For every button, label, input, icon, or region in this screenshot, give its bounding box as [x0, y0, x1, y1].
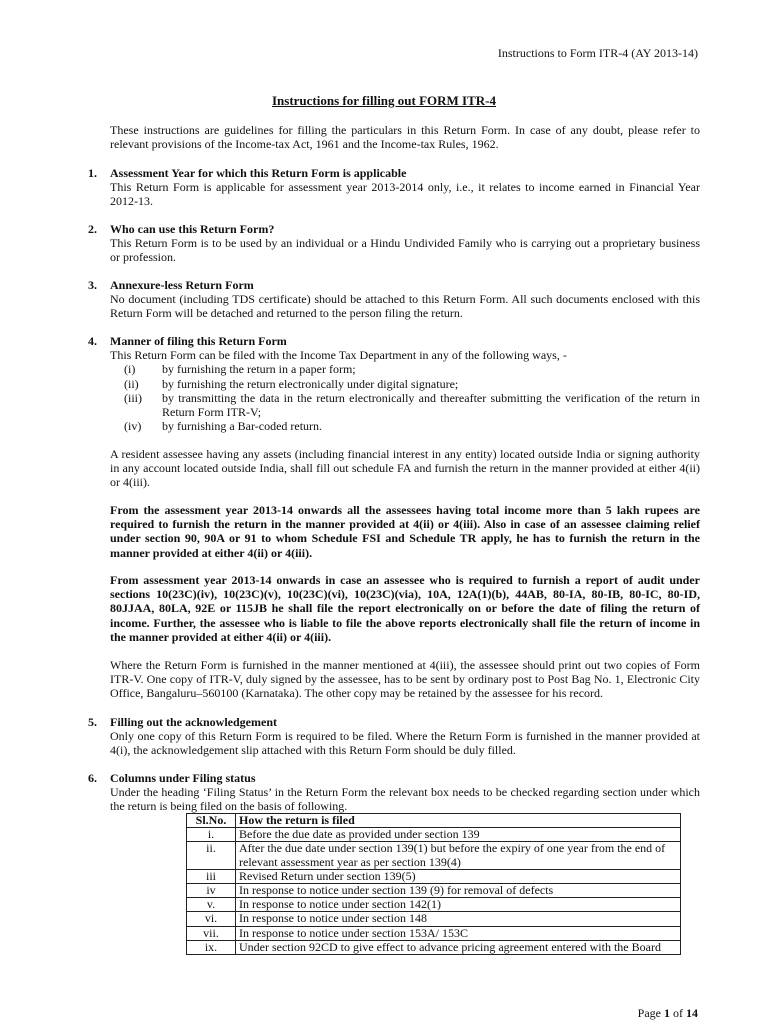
table-header-row — [187, 814, 681, 828]
list-item: (iv) by furnishing a Bar-coded return. — [124, 419, 323, 434]
intro-paragraph: These instructions are guidelines for filling the particulars in this Return Form. In case of any doubt, please refer to relevant provisions of the Income-tax Act, 1961 and the Income-tax Rules, 1962. — [110, 123, 700, 152]
section-4-paragraph-4: Where the Return Form is furnished in the manner mentioned at 4(iii), the assessee should print out two copies of Form ITR-V. One copy of ITR-V, duly signed by the assessee, has to be sent by ordinary post to Post Bag No. 1, Electronic City Office, Bangaluru–560100 (Karnataka). The other copy may be retained by the assessee for his record. — [110, 658, 700, 701]
section-number: 4. — [88, 334, 97, 348]
section-4-paragraph-2: From the assessment year 2013-14 onwards all the assessees having total income more than 5 lakh rupees are required to furnish the return in the manner provided at 4(ii) or 4(iii). Also in case of an assessee claiming relief under section 90, 90A or 91 to whom Schedule FSI and Schedule TR apply, he has to furnish the return in the manner provided at either 4(ii) or 4(iii). — [110, 503, 700, 560]
section-text: This Return Form is applicable for assessment year 2013-2014 only, i.e., it relates to income earned in Financial Year 2012-13. — [110, 180, 700, 209]
section-text: This Return Form can be filed with the Income Tax Department in any of the following ways, - — [110, 348, 567, 363]
section-6 — [88, 771, 700, 814]
table-row: iv In response to notice under section 139 (9) for removal of defects — [187, 884, 681, 898]
section-text: Only one copy of this Return Form is required to be filed. Where the Return Form is furnished in the manner provided at 4(i), the acknowledgement slip attached with this Return Form should be duly filled. — [110, 729, 700, 758]
current-page: 1 — [664, 1006, 670, 1020]
section-text: Under the heading ‘Filing Status’ in the Return Form the relevant box needs to be checked regarding section under which the return is being filed on the basis of following. — [110, 785, 700, 814]
table-row: v. In response to notice under section 142(1) — [187, 898, 681, 912]
section-number: 2. — [88, 222, 97, 236]
list-item: (iii) by transmitting the data in the return electronically and thereafter submitting the verification of the return in Return Form ITR-V; — [124, 390, 700, 420]
column-header-slno: Sl.No. — [187, 814, 236, 828]
section-number: 1. — [88, 166, 97, 180]
running-header: Instructions to Form ITR-4 (AY 2013-14) — [497, 46, 698, 60]
section-4-paragraph-1: A resident assessee having any assets (including financial interest in any entity) located outside India or signing authority in any account located outside India, shall fill out schedule FA and furnish the return in the manner provided at either 4(ii) or 4(iii). — [110, 447, 700, 490]
document-title: Instructions for filling out FORM ITR-4 — [271, 93, 496, 108]
section-title: Annexure-less Return Form — [110, 278, 254, 292]
section-title: Manner of filing this Return Form — [110, 334, 287, 348]
section-5 — [88, 715, 700, 758]
section-4 — [88, 334, 700, 433]
section-number: 6. — [88, 771, 97, 785]
filing-status-table — [186, 813, 681, 955]
page-number: Page 1 of 14 — [637, 1006, 698, 1020]
section-text: This Return Form is to be used by an individual or a Hindu Undivided Family who is carrying out a proprietary business or profession. — [110, 236, 700, 265]
column-header-how-filed: How the return is filed — [236, 814, 681, 828]
total-pages: 14 — [686, 1006, 698, 1020]
table-row: iii Revised Return under section 139(5) — [187, 869, 681, 883]
section-1 — [88, 166, 700, 209]
section-title: Columns under Filing status — [110, 771, 256, 785]
section-number: 3. — [88, 278, 97, 292]
filing-methods-list — [110, 362, 700, 433]
list-item: (ii) by furnishing the return electronically under digital signature; — [124, 376, 459, 391]
section-4-paragraph-3: From assessment year 2013-14 onwards in case an assessee who is required to furnish a report of audit under sections 10(23C)(iv), 10(23C)(v), 10(23C)(vi), 10(23C)(via), 10A, 12A(1)(b), 44AB, 80-IA, 80-IB, 80-IC, 80-ID, 80JJAA, 80LA, 92E or 115JB he shall file the report electronically on or before the date of filing the return of income. Further, the assessee who is liable to file the above reports electronically shall file the return of income in the manner provided at either 4(ii) or 4(iii). — [110, 573, 700, 644]
table-row: i. Before the due date as provided under section 139 — [187, 828, 681, 842]
section-title: Who can use this Return Form? — [110, 222, 275, 236]
table-row: vi. In response to notice under section 148 — [187, 912, 681, 926]
section-2 — [88, 222, 700, 265]
section-title: Assessment Year for which this Return Form is applicable — [110, 166, 407, 180]
section-title: Filling out the acknowledgement — [110, 715, 277, 729]
table-row: ii. After the due date under section 139(1) but before the expiry of one year from the end of relevant assessment year as per section 139(4) — [187, 842, 681, 869]
table-row: vii. In response to notice under section 153A/ 153C — [187, 926, 681, 940]
table-row: ix. Under section 92CD to give effect to advance pricing agreement entered with the Board — [187, 940, 681, 954]
section-text: No document (including TDS certificate) should be attached to this Return Form. All such documents enclosed with this Return Form will be detached and returned to the person filing the return. — [110, 292, 700, 321]
list-item: (i) by furnishing the return in a paper form; — [124, 362, 356, 377]
section-number: 5. — [88, 715, 97, 729]
section-3 — [88, 278, 700, 321]
